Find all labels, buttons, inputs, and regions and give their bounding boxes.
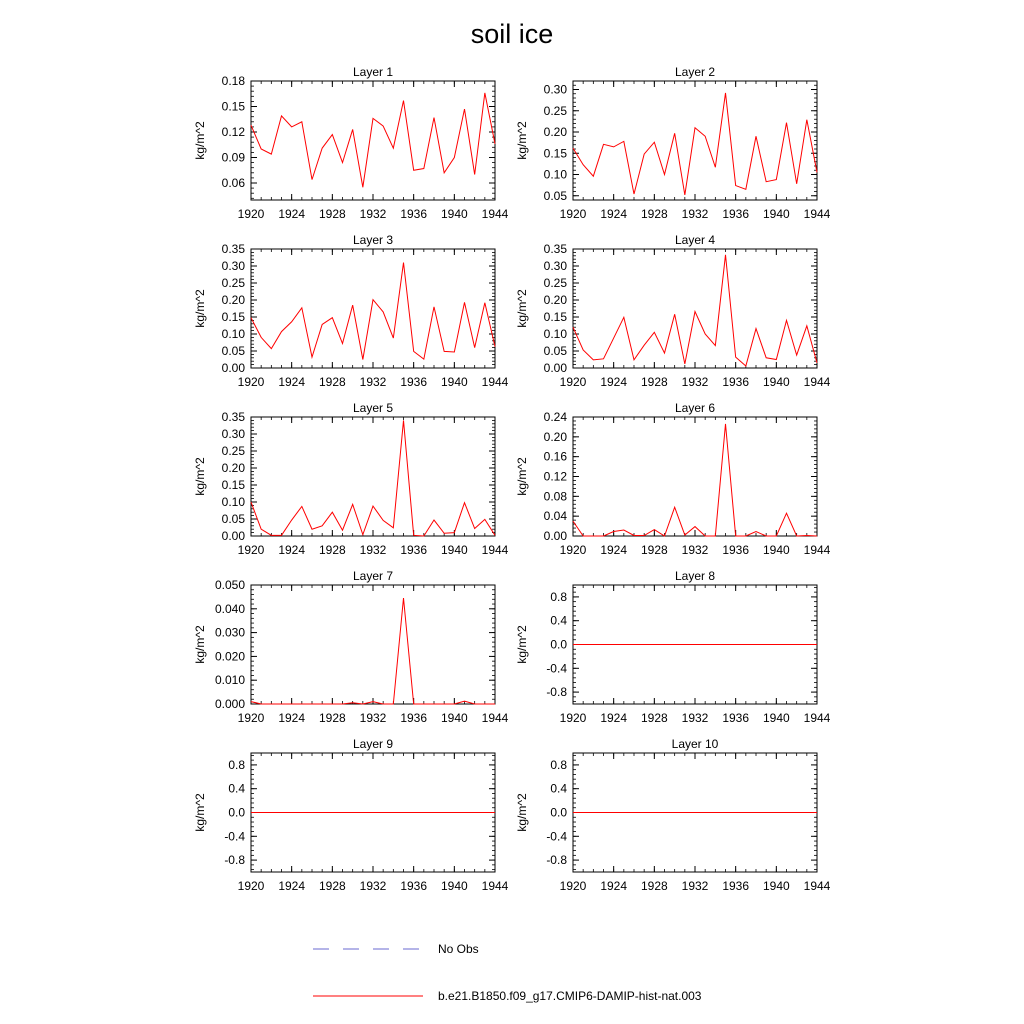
x-tick-label: 1936 xyxy=(722,879,750,893)
x-tick-label: 1928 xyxy=(640,879,668,893)
series-line xyxy=(251,263,495,360)
x-tick-label: 1936 xyxy=(722,375,750,389)
plot-frame xyxy=(251,417,495,536)
y-tick-label: 0.00 xyxy=(221,529,245,543)
y-axis-label: kg/m^2 xyxy=(515,289,529,328)
x-tick-label: 1932 xyxy=(681,711,709,725)
y-tick-label: 0.20 xyxy=(221,293,245,307)
y-tick-label: 0.30 xyxy=(221,427,245,441)
y-tick-label: 0.16 xyxy=(543,449,567,464)
legend xyxy=(313,942,702,1003)
x-tick-label: 1920 xyxy=(237,375,265,389)
y-tick-label: 0.12 xyxy=(221,125,245,139)
chart-panel-layer-6 xyxy=(515,401,831,557)
y-tick-label: 0.4 xyxy=(550,613,567,628)
y-tick-label: 0.30 xyxy=(543,259,567,273)
legend-label-model-run: b.e21.B1850.f09_g17.CMIP6-DAMIP-hist-nat.003 xyxy=(438,989,702,1003)
x-tick-label: 1928 xyxy=(640,543,668,557)
y-tick-label: 0.050 xyxy=(214,578,245,592)
panel-title: Layer 6 xyxy=(674,401,716,415)
x-tick-label: 1928 xyxy=(640,375,668,389)
chart-panel-layer-9 xyxy=(193,737,509,893)
x-tick-label: 1924 xyxy=(278,879,306,893)
x-tick-label: 1928 xyxy=(318,879,346,893)
y-axis-label: kg/m^2 xyxy=(193,121,207,160)
series-line xyxy=(251,420,495,536)
y-tick-label: 0.0 xyxy=(550,637,567,652)
y-tick-label: 0.25 xyxy=(543,276,567,290)
y-tick-label: 0.05 xyxy=(543,344,567,358)
x-tick-label: 1944 xyxy=(803,207,831,221)
x-tick-label: 1944 xyxy=(803,543,831,557)
chart-panel-layer-1 xyxy=(193,65,509,221)
y-tick-label: 0.15 xyxy=(221,99,245,114)
x-tick-label: 1940 xyxy=(762,543,790,557)
y-tick-label: 0.05 xyxy=(221,512,245,526)
x-tick-label: 1924 xyxy=(600,207,628,221)
x-tick-label: 1932 xyxy=(359,879,387,893)
y-tick-label: 0.20 xyxy=(543,429,567,444)
y-tick-label: 0.4 xyxy=(228,781,245,796)
y-tick-label: 0.10 xyxy=(221,495,245,509)
y-tick-label: 0.05 xyxy=(221,344,245,358)
x-tick-label: 1936 xyxy=(722,207,750,221)
y-tick-label: -0.8 xyxy=(224,853,245,868)
x-tick-label: 1928 xyxy=(318,711,346,725)
x-tick-label: 1944 xyxy=(481,543,509,557)
x-tick-label: 1920 xyxy=(559,543,587,557)
x-tick-label: 1940 xyxy=(762,207,790,221)
plot-frame xyxy=(573,417,817,536)
panel-title: Layer 2 xyxy=(674,65,716,79)
y-tick-label: 0.10 xyxy=(221,327,245,341)
panel-title: Layer 7 xyxy=(352,569,394,583)
y-tick-label: 0.00 xyxy=(543,361,567,375)
y-tick-label: 0.8 xyxy=(228,757,245,772)
y-tick-label: 0.8 xyxy=(550,589,567,604)
panel-title: Layer 8 xyxy=(674,569,716,583)
y-tick-label: 0.25 xyxy=(221,444,245,458)
chart-panel-layer-4 xyxy=(515,233,831,389)
y-tick-label: 0.040 xyxy=(214,601,245,616)
x-tick-label: 1924 xyxy=(600,879,628,893)
x-tick-label: 1920 xyxy=(559,879,587,893)
panel-title: Layer 4 xyxy=(674,233,716,247)
y-tick-label: 0.25 xyxy=(221,276,245,290)
x-tick-label: 1920 xyxy=(237,711,265,725)
x-tick-label: 1932 xyxy=(681,207,709,221)
y-tick-label: 0.24 xyxy=(543,410,567,424)
y-tick-label: 0.000 xyxy=(214,697,245,711)
y-tick-label: 0.8 xyxy=(550,757,567,772)
x-tick-label: 1932 xyxy=(359,375,387,389)
series-line xyxy=(573,93,817,195)
x-tick-label: 1924 xyxy=(600,543,628,557)
x-tick-label: 1936 xyxy=(400,375,428,389)
x-tick-label: 1936 xyxy=(400,543,428,557)
x-tick-label: 1940 xyxy=(440,543,468,557)
x-tick-label: 1936 xyxy=(400,879,428,893)
x-tick-label: 1920 xyxy=(237,543,265,557)
y-axis-label: kg/m^2 xyxy=(193,793,207,832)
plot-frame xyxy=(251,249,495,368)
y-tick-label: -0.4 xyxy=(224,829,245,844)
y-axis-label: kg/m^2 xyxy=(193,457,207,496)
x-tick-label: 1944 xyxy=(803,879,831,893)
y-tick-label: 0.04 xyxy=(543,509,567,524)
x-tick-label: 1940 xyxy=(440,711,468,725)
y-tick-label: 0.06 xyxy=(221,176,245,190)
x-tick-label: 1928 xyxy=(318,375,346,389)
chart-panel-layer-7 xyxy=(193,569,509,725)
x-tick-label: 1944 xyxy=(481,711,509,725)
panel-title: Layer 9 xyxy=(352,737,394,751)
y-tick-label: -0.8 xyxy=(546,853,567,868)
y-tick-label: 0.05 xyxy=(543,188,567,203)
x-tick-label: 1944 xyxy=(803,375,831,389)
plot-frame xyxy=(573,81,817,200)
x-tick-label: 1924 xyxy=(278,543,306,557)
x-tick-label: 1928 xyxy=(640,711,668,725)
x-tick-label: 1932 xyxy=(359,711,387,725)
x-tick-label: 1920 xyxy=(559,711,587,725)
x-tick-label: 1944 xyxy=(481,879,509,893)
y-tick-label: 0.10 xyxy=(543,327,567,341)
y-tick-label: 0.25 xyxy=(543,103,567,118)
x-tick-label: 1924 xyxy=(600,375,628,389)
plot-frame xyxy=(251,585,495,704)
x-tick-label: 1932 xyxy=(359,207,387,221)
y-axis-label: kg/m^2 xyxy=(515,121,529,160)
y-tick-label: 0.35 xyxy=(543,242,567,256)
x-tick-label: 1932 xyxy=(359,543,387,557)
x-tick-label: 1924 xyxy=(600,711,628,725)
series-line xyxy=(573,255,817,366)
y-tick-label: -0.4 xyxy=(546,661,567,676)
x-tick-label: 1940 xyxy=(440,375,468,389)
y-tick-label: 0.35 xyxy=(221,410,245,424)
panel-title: Layer 3 xyxy=(352,233,394,247)
y-tick-label: 0.30 xyxy=(543,82,567,97)
panel-title: Layer 1 xyxy=(352,65,394,79)
x-tick-label: 1928 xyxy=(640,207,668,221)
series-line xyxy=(573,424,817,536)
x-tick-label: 1940 xyxy=(440,879,468,893)
y-tick-label: 0.18 xyxy=(221,74,245,88)
y-tick-label: 0.010 xyxy=(214,673,245,688)
x-tick-label: 1924 xyxy=(278,711,306,725)
chart-panel-layer-3 xyxy=(193,233,509,389)
y-tick-label: 0.15 xyxy=(221,310,245,324)
x-tick-label: 1944 xyxy=(481,207,509,221)
y-tick-label: 0.00 xyxy=(221,361,245,375)
x-tick-label: 1940 xyxy=(762,879,790,893)
plot-frame xyxy=(573,249,817,368)
y-tick-label: 0.20 xyxy=(543,125,567,139)
y-tick-label: 0.030 xyxy=(214,625,245,640)
chart-panel-layer-2 xyxy=(515,65,831,221)
chart-panel-layer-10 xyxy=(515,737,831,893)
x-tick-label: 1924 xyxy=(278,207,306,221)
y-axis-label: kg/m^2 xyxy=(515,625,529,664)
x-tick-label: 1932 xyxy=(681,879,709,893)
y-tick-label: 0.4 xyxy=(550,781,567,796)
x-tick-label: 1924 xyxy=(278,375,306,389)
panel-title: Layer 10 xyxy=(671,737,719,751)
series-line xyxy=(251,93,495,187)
x-tick-label: 1932 xyxy=(681,543,709,557)
y-tick-label: 0.0 xyxy=(228,805,245,820)
x-tick-label: 1940 xyxy=(762,375,790,389)
x-tick-label: 1920 xyxy=(559,207,587,221)
x-tick-label: 1928 xyxy=(318,207,346,221)
x-tick-label: 1936 xyxy=(722,711,750,725)
y-tick-label: 0.10 xyxy=(543,167,567,182)
y-tick-label: 0.20 xyxy=(543,293,567,307)
y-axis-label: kg/m^2 xyxy=(193,625,207,664)
x-tick-label: 1936 xyxy=(400,711,428,725)
y-tick-label: 0.09 xyxy=(221,150,245,165)
y-tick-label: 0.020 xyxy=(214,649,245,664)
y-tick-label: 0.0 xyxy=(550,805,567,820)
y-tick-label: 0.15 xyxy=(221,478,245,492)
series-line xyxy=(251,598,495,704)
x-tick-label: 1920 xyxy=(237,879,265,893)
x-tick-label: 1944 xyxy=(481,375,509,389)
y-axis-label: kg/m^2 xyxy=(515,457,529,496)
y-tick-label: 0.08 xyxy=(543,489,567,504)
y-tick-label: 0.35 xyxy=(221,242,245,256)
figure-title: soil ice xyxy=(470,19,554,49)
x-tick-label: 1940 xyxy=(440,207,468,221)
y-axis-label: kg/m^2 xyxy=(193,289,207,328)
chart-panel-layer-5 xyxy=(193,401,509,557)
y-tick-label: 0.12 xyxy=(543,469,567,484)
panel-title: Layer 5 xyxy=(352,401,394,415)
x-tick-label: 1944 xyxy=(803,711,831,725)
x-tick-label: 1920 xyxy=(559,375,587,389)
x-tick-label: 1932 xyxy=(681,375,709,389)
x-tick-label: 1920 xyxy=(237,207,265,221)
x-tick-label: 1940 xyxy=(762,711,790,725)
y-tick-label: 0.30 xyxy=(221,259,245,273)
y-tick-label: -0.8 xyxy=(546,685,567,700)
y-tick-label: 0.20 xyxy=(221,461,245,475)
x-tick-label: 1928 xyxy=(318,543,346,557)
x-tick-label: 1936 xyxy=(400,207,428,221)
x-tick-label: 1936 xyxy=(722,543,750,557)
y-axis-label: kg/m^2 xyxy=(515,793,529,832)
y-tick-label: 0.15 xyxy=(543,310,567,324)
y-tick-label: 0.00 xyxy=(543,529,567,543)
panels xyxy=(193,65,831,893)
legend-label-no-obs: No Obs xyxy=(438,942,479,956)
y-tick-label: 0.15 xyxy=(543,146,567,161)
chart-panel-layer-8 xyxy=(515,569,831,725)
y-tick-label: -0.4 xyxy=(546,829,567,844)
